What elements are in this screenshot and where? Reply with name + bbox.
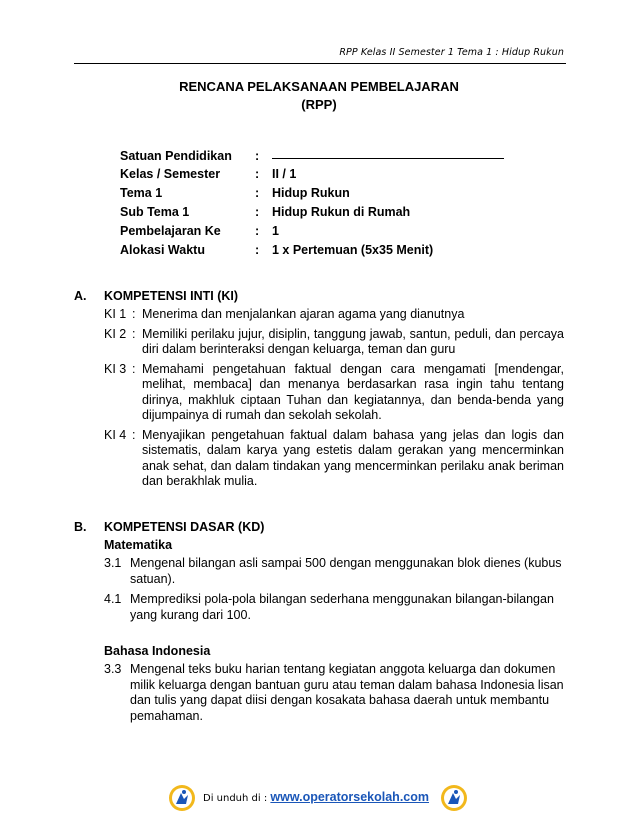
section-kompetensi-dasar	[74, 520, 564, 729]
identity-row	[120, 203, 504, 222]
section-title: KOMPETENSI DASAR (KD)	[104, 520, 265, 534]
ki-text: Menerima dan menjalankan ajaran agama yang dianutnya	[142, 307, 465, 321]
section-letter: A.	[74, 289, 87, 303]
identity-value: 1 x Pertemuan (5x35 Menit)	[272, 243, 434, 257]
section-heading	[74, 520, 564, 538]
ki-code: KI 4	[104, 427, 127, 442]
kd-number: 4.1	[104, 592, 122, 606]
title-line-2: (RPP)	[301, 97, 337, 112]
kd-number: 3.1	[104, 556, 122, 570]
ki-text: Memahami pengetahuan faktual dengan cara mengamati [mendengar, melihat, membaca] dan menanya berdasarkan rasa ingin tahu tentang dirinya, makhluk ciptaan Tuhan dan kegiatannya, dan benda-benda yang dijumpainya di rumah dan sekolah sekolah.	[142, 361, 564, 422]
footer-download-note	[203, 790, 429, 804]
ki-item	[104, 362, 564, 424]
kd-text: Mengenal teks buku harian tentang kegiatan anggota keluarga dan dokumen milik keluarga dengan bantuan guru atau teman dalam bahasa Indonesia lisan dan tulis yang dapat diisi dengan kosakata bahasa daerah untuk membantu pemahaman.	[130, 662, 564, 723]
school-name-blank-line	[272, 146, 504, 159]
ki-text: Menyajikan pengetahuan faktual dalam bahasa yang jelas dan logis dan sistematis, dalam karya yang estetis dalam gerakan yang mencerminkan anak sehat, dan dalam tindakan yang mencerminkan perilaku anak beriman dan berakhlak mulia.	[142, 427, 564, 488]
identity-row	[120, 222, 504, 241]
ki-item	[104, 327, 564, 358]
identity-key: Satuan Pendidikan	[120, 149, 232, 163]
kd-text: Memprediksi pola-pola bilangan sederhana menggunakan bilangan-bilangan yang kurang dari 100.	[130, 592, 554, 622]
subject-heading-bahasa-indonesia: Bahasa Indonesia	[104, 644, 211, 658]
tut-wuri-handayani-logo-icon	[440, 784, 468, 812]
ki-item	[104, 428, 564, 490]
kd-item	[104, 556, 564, 587]
document-title	[0, 78, 638, 114]
ki-code: KI 2	[104, 326, 127, 341]
title-line-1: RENCANA PELAKSANAAN PEMBELAJARAN	[179, 79, 459, 94]
identity-colon: :	[255, 205, 260, 219]
identity-row	[120, 146, 504, 165]
identity-row	[120, 184, 504, 203]
identity-colon: :	[255, 186, 260, 200]
identity-key: Alokasi Waktu	[120, 243, 205, 257]
identity-value: II / 1	[272, 167, 297, 181]
ki-text: Memiliki perilaku jujur, disiplin, tanggung jawab, santun, peduli, dan percaya diri dalam berinteraksi dengan keluarga, teman dan guru	[142, 326, 564, 356]
identity-table	[120, 146, 504, 260]
kd-item	[104, 592, 564, 623]
identity-colon: :	[255, 224, 260, 238]
header-divider	[74, 63, 566, 64]
identity-colon: :	[255, 167, 260, 181]
identity-colon: :	[255, 243, 260, 257]
identity-row	[120, 241, 504, 260]
ki-colon: :	[132, 427, 136, 442]
ki-colon: :	[132, 326, 136, 341]
identity-value: Hidup Rukun di Rumah	[272, 205, 411, 219]
identity-value: 1	[272, 224, 279, 238]
kd-number: 3.3	[104, 662, 122, 676]
page-footer	[0, 784, 638, 812]
section-kompetensi-inti	[74, 289, 564, 494]
identity-key: Tema 1	[120, 186, 163, 200]
identity-colon: :	[255, 149, 260, 163]
section-heading	[74, 289, 564, 307]
section-letter: B.	[74, 520, 87, 534]
ki-code: KI 1	[104, 307, 127, 321]
running-header: RPP Kelas II Semester 1 Tema 1 : Hidup Rukun	[339, 47, 564, 58]
ki-colon: :	[132, 361, 136, 376]
website-link[interactable]: www.operatorsekolah.com	[270, 790, 429, 804]
footer-prefix: Di unduh di :	[203, 793, 271, 804]
section-title: KOMPETENSI INTI (KI)	[104, 289, 239, 303]
kd-text: Mengenal bilangan asli sampai 500 dengan menggunakan blok dienes (kubus satuan).	[130, 556, 562, 586]
kd-item	[104, 662, 564, 724]
ki-code: KI 3	[104, 361, 127, 376]
identity-row	[120, 165, 504, 184]
subject-heading-matematika: Matematika	[104, 538, 173, 552]
identity-key: Sub Tema 1	[120, 205, 190, 219]
identity-key: Kelas / Semester	[120, 167, 221, 181]
tut-wuri-handayani-logo-icon	[168, 784, 196, 812]
identity-key: Pembelajaran Ke	[120, 224, 221, 238]
ki-colon: :	[132, 307, 136, 321]
identity-value: Hidup Rukun	[272, 186, 350, 200]
ki-item	[104, 307, 564, 323]
